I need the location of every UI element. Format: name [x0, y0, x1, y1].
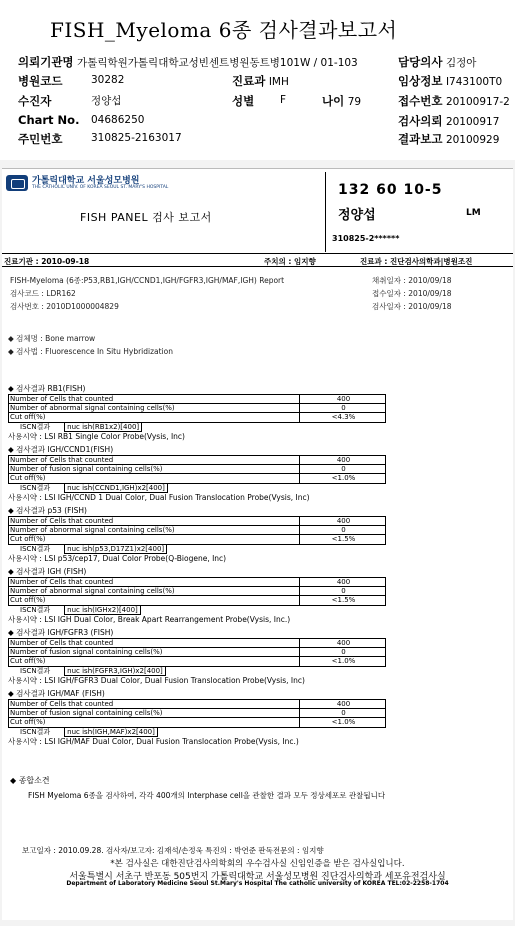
- probe-reagent: 사용시약 : LSI IGH/CCND 1 Dual Color, Dual Fusion Translocation Probe(Vysis, Inc): [8, 493, 310, 502]
- req-value: 20100917: [445, 116, 500, 128]
- probe-reagent: 사용시약 : LSI IGH/MAF Dual Color, Dual Fusion Translocation Probe(Vysis, Inc.): [8, 737, 299, 746]
- results-container: [8, 383, 508, 773]
- row-value: 400: [299, 395, 387, 404]
- table-row: [9, 700, 385, 709]
- patient-box: [325, 172, 511, 252]
- chart-value: 04686250: [91, 114, 145, 126]
- result-title: ◆ 검사결과 IGH (FISH): [8, 567, 87, 576]
- patient-number: 132 60 10-5: [338, 182, 443, 198]
- result-table: [8, 577, 386, 606]
- row-label: Cut off(%): [10, 718, 46, 726]
- table-row: [9, 648, 385, 657]
- doctor-value: 김정아: [445, 57, 477, 69]
- table-row: [9, 517, 385, 526]
- table-row: [9, 465, 385, 474]
- row-value: <4.3%: [299, 413, 387, 422]
- row-value: <1.0%: [299, 474, 387, 483]
- table-row: [9, 587, 385, 596]
- clin-value: I743100T0: [445, 76, 503, 88]
- table-row: [9, 395, 385, 404]
- row-value: 0: [299, 465, 387, 474]
- bar-physician: 주치의 : 임지향: [264, 257, 316, 266]
- table-row: [9, 404, 385, 413]
- info-bar: [2, 253, 513, 267]
- row-label: Cut off(%): [10, 535, 46, 543]
- doctor-label: 담당의사: [398, 55, 443, 69]
- iscn-value: nuc ish(IGH,MAF)x2[400]: [64, 727, 158, 737]
- row-label: Cut off(%): [10, 596, 46, 604]
- code-label: 병원코드: [18, 74, 63, 88]
- row-label: Number of Cells that counted: [10, 639, 114, 647]
- row-label: Number of abnormal signal containing cells(%): [10, 404, 175, 412]
- hospital-label: 의뢰기관명: [18, 55, 74, 69]
- summary-title: ◆ 종합소견: [10, 776, 50, 785]
- row-label: Cut off(%): [10, 413, 46, 421]
- row-value: 400: [299, 456, 387, 465]
- row-value: 0: [299, 648, 387, 657]
- row-label: Number of fusion signal containing cells(%): [10, 465, 163, 473]
- iscn-value: nuc ish(RB1x2)[400]: [64, 422, 142, 432]
- res-value: 20100929: [445, 134, 500, 146]
- table-row: [9, 718, 385, 727]
- probe-reagent: 사용시약 : LSI IGH/FGFR3 Dual Color, Dual Fusion Translocation Probe(Vysis, Inc): [8, 676, 305, 685]
- hospital-logo-icon: [6, 175, 28, 191]
- row-label: Number of fusion signal containing cells(%): [10, 648, 163, 656]
- probe-reagent: 사용시약 : LSI p53/cep17, Dual Color Probe(Q-Biogene, Inc): [8, 554, 227, 563]
- patient-value: 정양섭: [91, 95, 122, 107]
- row-value: 400: [299, 639, 387, 648]
- recv-label: 접수번호: [398, 94, 443, 108]
- report-sheet: [2, 168, 513, 920]
- test-date: 검사일자 : 2010/09/18: [372, 302, 452, 311]
- recv-value: 20100917-2: [445, 96, 510, 108]
- row-label: Number of fusion signal containing cells(%): [10, 709, 163, 717]
- rrn-value: 310825-2163017: [91, 132, 182, 144]
- patient-label: 수진자: [18, 94, 52, 108]
- row-label: Number of Cells that counted: [10, 456, 114, 464]
- chart-label: Chart No.: [18, 113, 80, 127]
- result-table: [8, 394, 386, 423]
- row-label: Number of Cells that counted: [10, 517, 114, 525]
- req-label: 검사의뢰: [398, 114, 443, 128]
- page-title: FISH_Myeloma 6종 검사결과보고서: [50, 18, 398, 42]
- row-label: Cut off(%): [10, 657, 46, 665]
- result-table: [8, 699, 386, 728]
- patient-rrn: 310825-2******: [332, 234, 400, 243]
- rrn-label: 주민번호: [18, 132, 63, 146]
- iscn-label: ISCN결과: [20, 423, 51, 431]
- age-value: 79: [347, 96, 362, 108]
- table-row: [9, 535, 385, 544]
- row-label: Number of Cells that counted: [10, 700, 114, 708]
- result-title: ◆ 검사결과 IGH/CCND1(FISH): [8, 445, 114, 454]
- iscn-label: ISCN결과: [20, 545, 51, 553]
- row-value: <1.5%: [299, 596, 387, 605]
- dept-value: IMH: [268, 76, 289, 88]
- result-title: ◆ 검사결과 RB1(FISH): [8, 384, 86, 393]
- ward-value: 동트병101W / 01-103: [249, 57, 358, 69]
- row-value: 0: [299, 587, 387, 596]
- footer-english: Department of Laboratory Medicine Seoul St.Mary's Hospital The catholic university of KOREA TEL:02-2258-1704: [66, 880, 449, 887]
- row-value: 0: [299, 709, 387, 718]
- iscn-value: nuc ish(CCND1,IGH)x2[400]: [64, 483, 168, 493]
- row-value: 400: [299, 700, 387, 709]
- sheet-hospital-name: 가톨릭대학교 서울성모병원: [32, 176, 140, 186]
- summary-text: FISH Myeloma 6종을 검사하여, 각각 400개의 Interphase cell을 관찰한 결과 모두 정상세포로 관찰됩니다: [28, 791, 386, 800]
- iscn-label: ISCN결과: [20, 667, 51, 675]
- row-value: 400: [299, 578, 387, 587]
- bar-department: 진료과 : 진단검사의학과|병원조진: [360, 257, 473, 266]
- hospital-value: 가톨릭학원가톨릭대학교성빈센트병원: [77, 57, 250, 69]
- iscn-value: nuc ish(FGFR3,IGH)x2[400]: [64, 666, 166, 676]
- test-code: 검사코드 : LDR162: [10, 289, 76, 298]
- result-title: ◆ 검사결과 IGH/FGFR3 (FISH): [8, 628, 114, 637]
- sex-value: F: [280, 94, 287, 106]
- result-title: ◆ 검사결과 IGH/MAF (FISH): [8, 689, 105, 698]
- method: ◆ 검사법 : Fluorescence In Situ Hybridization: [8, 347, 173, 356]
- row-label: Cut off(%): [10, 474, 46, 482]
- row-value: <1.0%: [299, 718, 387, 727]
- result-title: ◆ 검사결과 p53 (FISH): [8, 506, 87, 515]
- table-row: [9, 596, 385, 605]
- table-row: [9, 657, 385, 666]
- result-table: [8, 516, 386, 545]
- row-value: 0: [299, 404, 387, 413]
- table-row: [9, 639, 385, 648]
- iscn-value: nuc ish(IGHx2)[400]: [64, 605, 141, 615]
- table-row: [9, 709, 385, 718]
- result-table: [8, 638, 386, 667]
- code-value: 30282: [91, 74, 125, 86]
- row-value: <1.0%: [299, 657, 387, 666]
- iscn-value: nuc ish(p53,D17Z1)x2[400]: [64, 544, 167, 554]
- patient-name: 정양섭: [338, 208, 376, 223]
- table-row: [9, 526, 385, 535]
- table-row: [9, 474, 385, 483]
- receive-date: 접수일자 : 2010/09/18: [372, 289, 452, 298]
- probe-reagent: 사용시약 : LSI RB1 Single Color Probe(Vysis, Inc): [8, 432, 185, 441]
- row-value: 0: [299, 526, 387, 535]
- table-row: [9, 578, 385, 587]
- result-table: [8, 455, 386, 484]
- collect-date: 채취일자 : 2010/09/18: [372, 276, 452, 285]
- sheet-hospital-name-en: THE CATHOLIC UNIV. OF KOREA SEOUL ST. MARY'S HOSPITAL: [32, 185, 169, 190]
- row-value: 400: [299, 517, 387, 526]
- row-label: Number of Cells that counted: [10, 395, 114, 403]
- report-name: FISH-Myeloma (6종:P53,RB1,IGH/CCND1,IGH/FGFR3,IGH/MAF,IGH) Report: [10, 276, 285, 285]
- probe-reagent: 사용시약 : LSI IGH Dual Color, Break Apart Rearrangement Probe(Vysis, Inc.): [8, 615, 291, 624]
- footer-sign: 보고일자 : 2010.09.28. 검사자/보고자: 김재석/손정욱 특진의 : 박연준 판독전문의 : 임지향: [22, 846, 324, 855]
- row-label: Number of abnormal signal containing cells(%): [10, 587, 175, 595]
- age-label: 나이: [322, 94, 345, 108]
- patient-sex: LM: [466, 208, 481, 218]
- footer-note: *본 검사실은 대한진단검사의학회의 우수검사실 신임인증을 받은 검사실입니다.: [110, 859, 405, 869]
- test-number: 검사번호 : 2010D1000004829: [10, 302, 119, 311]
- specimen: ◆ 검체명 : Bone marrow: [8, 334, 96, 343]
- row-value: <1.5%: [299, 535, 387, 544]
- sex-label: 성별: [232, 94, 255, 108]
- dept-label: 진료과: [232, 74, 266, 88]
- row-label: Number of Cells that counted: [10, 578, 114, 586]
- iscn-label: ISCN결과: [20, 484, 51, 492]
- res-label: 결과보고: [398, 132, 443, 146]
- clin-label: 임상정보: [398, 74, 443, 88]
- iscn-label: ISCN결과: [20, 728, 51, 736]
- bar-visit-date: 진료기관 : 2010-09-18: [4, 257, 90, 266]
- footer-address: 서울특별시 서초구 반포동 505번지 가톨릭대학교 서울성모병원 진단검사의학과 세포유전검사실: [69, 872, 446, 882]
- iscn-label: ISCN결과: [20, 606, 51, 614]
- panel-title: FISH PANEL 검사 보고서: [80, 211, 212, 224]
- table-row: [9, 456, 385, 465]
- row-label: Number of abnormal signal containing cells(%): [10, 526, 175, 534]
- table-row: [9, 413, 385, 422]
